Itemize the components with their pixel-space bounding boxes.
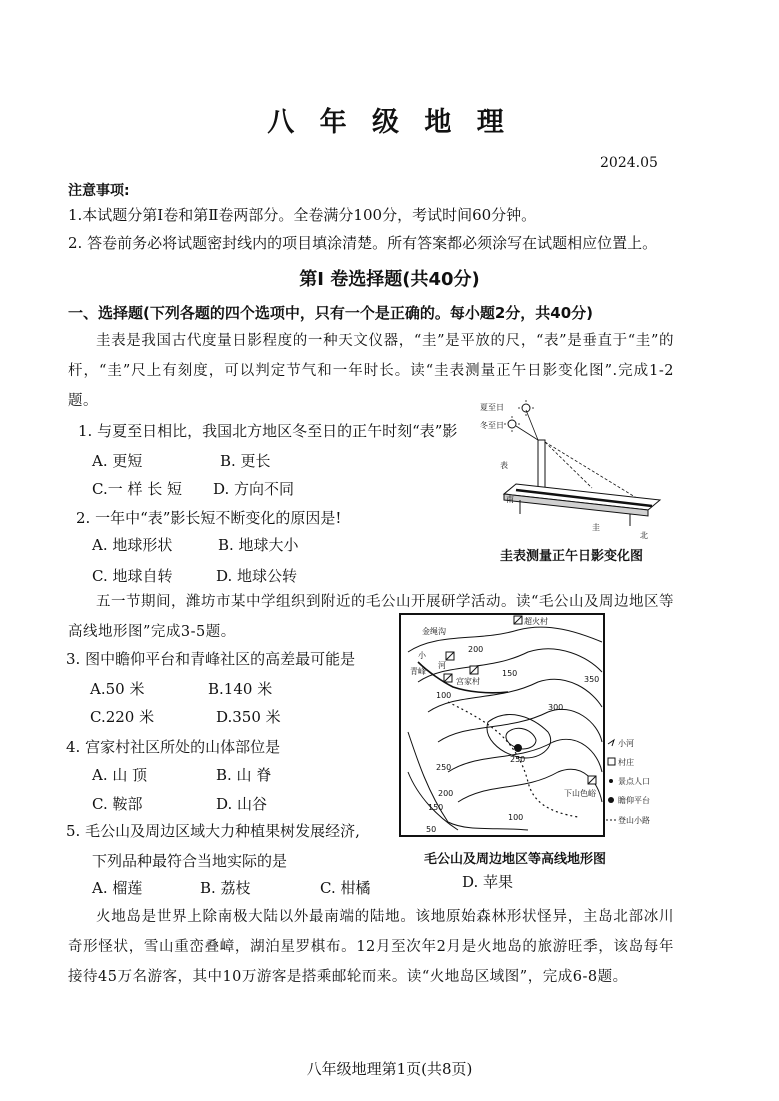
- notice-item: 1.本试题分第Ⅰ卷和第Ⅱ卷两部分。全卷满分100分，考试时间60分钟。: [68, 206, 537, 224]
- notice-heading: 注意事项:: [68, 183, 130, 199]
- q3-option-c: C.220 米: [90, 708, 155, 726]
- question-3: 3. 图中瞻仰平台和青峰社区的高差最可能是: [66, 650, 356, 668]
- contour-label: 200: [468, 645, 484, 654]
- place-he: 河: [438, 661, 446, 670]
- contour-label: 100: [436, 691, 452, 700]
- legend-platform: 瞻仰平台: [618, 796, 650, 805]
- guibiao-figure: [480, 396, 680, 540]
- place-jinshenggou: 金绳沟: [422, 627, 446, 636]
- section-title: 第Ⅰ 卷选择题(共40分): [299, 269, 480, 290]
- passage-tierra-del-fuego: 火地岛是世界上除南极大陆以外最南端的陆地。该地原始森林形状怪异，主岛北部冰川奇形怪状，雪山重峦叠嶂，湖泊星罗棋布。12月至次年2月是火地岛的旅游旺季，该岛每年接待45万名游客，其中10万游客是搭乘邮轮而来。读“火地岛区域图”，完成6-8题。: [68, 909, 674, 985]
- label-north: 北: [640, 531, 648, 540]
- contour-label: 200: [438, 789, 454, 798]
- label-winter-solstice: 冬至日: [480, 421, 504, 430]
- river-legend-icon: [608, 740, 614, 746]
- contour-label: 300: [548, 703, 564, 712]
- q2-option-a: A. 地球形状: [92, 536, 173, 554]
- place-qingfeng: 青峰: [410, 667, 426, 676]
- legend-entrance: 景点人口: [618, 777, 650, 786]
- place-xiashansheyu: 下山色峪: [564, 789, 596, 798]
- question-5: 5. 毛公山及周边区域大力种植果树发展经济,: [66, 822, 360, 840]
- contour-label: 350: [584, 675, 600, 684]
- q2-option-c: C. 地球自转: [92, 567, 173, 585]
- guibiao-diagram: [480, 396, 680, 540]
- notice-item: 2. 答卷前务必将试题密封线内的项目填涂清楚。所有答案都必须涂写在试题相应位置上。: [68, 234, 658, 252]
- page-title: 八 年 级 地 理: [267, 107, 512, 138]
- part-heading: 一、选择题(下列各题的四个选项中，只有一个是正确的。每小题2分，共40分): [68, 304, 594, 322]
- label-south: 南: [506, 495, 514, 504]
- legend-river: 小河: [618, 739, 634, 748]
- exam-date: 2024.05: [600, 155, 658, 171]
- label-summer-solstice: 夏至日: [480, 403, 504, 412]
- q1-option-d: D. 方向不同: [213, 480, 295, 498]
- q3-option-b: B.140 米: [208, 680, 273, 698]
- q4-option-d: D. 山谷: [216, 795, 268, 813]
- question-2: 2. 一年中“表”影长短不断变化的原因是!: [76, 509, 342, 527]
- legend-trail: 登山小路: [618, 816, 650, 825]
- contour-label: 150: [428, 803, 444, 812]
- q5-option-a: A. 榴莲: [92, 879, 143, 897]
- label-gui: 圭: [592, 523, 600, 532]
- contour-map-figure: [398, 612, 660, 842]
- q2-option-b: B. 地球大小: [218, 536, 299, 554]
- q5-option-c: C. 柑橘: [320, 879, 371, 897]
- contour-label: 100: [508, 813, 524, 822]
- guibiao-caption: 圭表测量正午日影变化图: [500, 549, 644, 564]
- place-gongjiacun: 宫家村: [456, 677, 480, 686]
- question-1: 1. 与夏至日相比，我国北方地区冬至日的正午时刻“表”影: [78, 422, 458, 440]
- q1-option-b: B. 更长: [220, 452, 271, 470]
- question-4: 4. 宫家村社区所处的山体部位是: [66, 738, 281, 756]
- page-footer: 八年级地理第1页(共8页): [306, 1060, 473, 1078]
- entrance-legend-icon: [609, 779, 613, 783]
- place-xiao: 小: [418, 651, 426, 660]
- q1-option-a: A. 更短: [92, 452, 143, 470]
- contour-label: 250: [510, 755, 526, 764]
- label-biao: 表: [500, 461, 508, 470]
- q4-option-a: A. 山 顶: [92, 766, 148, 784]
- place-chaohuo: 超火村: [524, 617, 548, 626]
- q3-option-a: A.50 米: [90, 680, 145, 698]
- passage-guibiao: 圭表是我国古代度量日影程度的一种天文仪器，“圭”是平放的尺，“表”是垂直于“圭”的杆，“圭”尺上有刻度，可以判定节气和一年时长。读“圭表测量正午日影变化图”.完成1-2题。: [68, 333, 674, 409]
- q4-option-c: C. 鞍部: [92, 795, 143, 813]
- q4-option-b: B. 山 脊: [216, 766, 272, 784]
- q5-option-d: D. 苹果: [462, 873, 514, 891]
- platform-legend-icon: [608, 797, 614, 803]
- q3-option-d: D.350 米: [216, 708, 281, 726]
- question-5-continued: 下列品种最符合当地实际的是: [92, 852, 288, 870]
- q2-option-d: D. 地球公转: [216, 567, 298, 585]
- q5-option-b: B. 荔枝: [200, 879, 251, 897]
- contour-label: 150: [502, 669, 518, 678]
- passage-maogongshan: 五一节期间，潍坊市某中学组织到附近的毛公山开展研学活动。读“毛公山及周边地区等高线地形图”完成3-5题。: [68, 594, 674, 640]
- village-legend-icon: [608, 758, 615, 765]
- contour-map-caption: 毛公山及周边地区等高线地形图: [424, 852, 607, 867]
- contour-map: [398, 612, 660, 842]
- legend-village: 村庄: [618, 758, 634, 767]
- q1-option-c: C.一 样 长 短: [92, 480, 183, 498]
- contour-label: 50: [426, 825, 437, 834]
- contour-label: 250: [436, 763, 452, 772]
